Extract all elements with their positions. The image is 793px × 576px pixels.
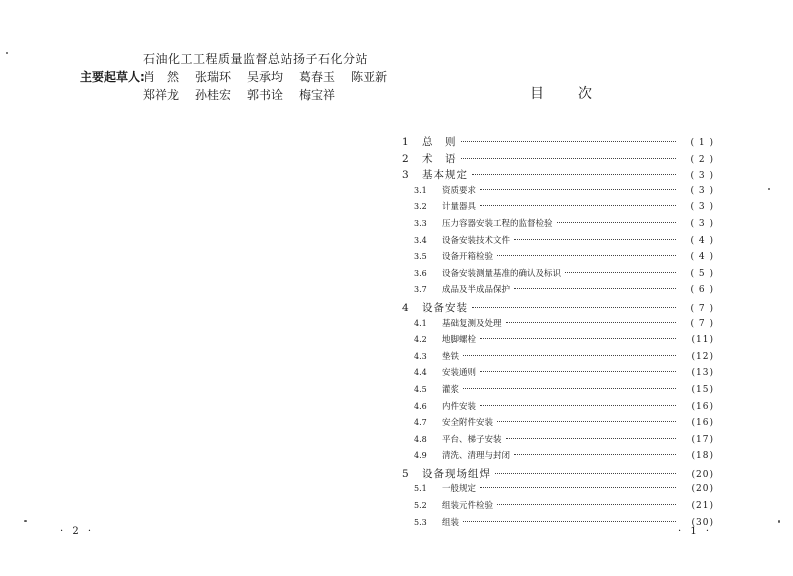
toc-entry-number: 4.4 [414, 368, 427, 378]
toc-entry-page: ( 4 ) [690, 235, 714, 246]
toc-entry-page: ( 6 ) [690, 285, 714, 296]
toc-entry-number: 4.5 [414, 384, 427, 394]
dot-leader [480, 371, 676, 372]
toc-entry-page: (17) [691, 434, 714, 445]
author-name: 郭书诠 [247, 88, 284, 102]
toc-entry-number: 5 [402, 467, 409, 480]
toc-entry-number: 4 [402, 301, 409, 314]
author-name: 张瑞环 [195, 70, 232, 84]
table-of-contents [402, 134, 714, 532]
toc-entry [402, 416, 714, 433]
drafting-organization: 石油化工工程质量监督总站扬子石化分站 [143, 52, 369, 66]
toc-entry-title: 组装 [442, 517, 460, 528]
dot-leader [472, 307, 676, 308]
toc-entry-number: 5.3 [414, 517, 427, 527]
toc-entry [402, 499, 714, 516]
dot-leader [497, 255, 676, 256]
toc-entry-number: 5.2 [414, 501, 427, 511]
toc-entry-title: 内件安装 [442, 401, 477, 412]
toc-entry [402, 516, 714, 533]
toc-entry-page: (20) [691, 469, 714, 480]
toc-entry-title: 地脚螺栓 [442, 335, 477, 346]
toc-title: 目次 [530, 86, 626, 102]
dot-leader [506, 322, 676, 323]
toc-entry-title: 一般规定 [442, 484, 477, 495]
toc-entry-page: (16) [691, 418, 714, 429]
toc-entry-page: ( 4 ) [690, 252, 714, 263]
toc-entry-number: 2 [402, 152, 409, 165]
toc-entry-number: 3.5 [414, 252, 427, 262]
toc-entry [402, 333, 714, 350]
page-number-left: · 2 · [60, 526, 95, 537]
author-name: 梅宝祥 [299, 88, 336, 102]
authors-row-1 [143, 68, 387, 85]
toc-entry [402, 217, 714, 234]
dot-leader [506, 438, 676, 439]
toc-entry-number: 3.7 [414, 285, 427, 295]
toc-entry-number: 3.1 [414, 185, 427, 195]
toc-entry-title: 设备安装测量基准的确认及标识 [442, 268, 562, 279]
toc-entry-page: ( 3 ) [690, 185, 714, 196]
toc-entry-title: 安装通则 [442, 368, 477, 379]
toc-entry-title: 清洗、清理与封闭 [442, 451, 511, 462]
author-name: 郑祥龙 [143, 88, 180, 102]
toc-entry-number: 4.1 [414, 318, 427, 328]
toc-entry [402, 449, 714, 466]
dot-leader [472, 174, 676, 175]
toc-entry-page: ( 7 ) [690, 303, 714, 314]
toc-entry-number: 3.6 [414, 268, 427, 278]
toc-entry-title: 成品及半成品保护 [442, 285, 511, 296]
toc-entry-page: (15) [691, 384, 714, 395]
toc-entry-page: ( 5 ) [690, 268, 714, 279]
toc-entry [402, 383, 714, 400]
toc-entry-page: ( 2 ) [690, 154, 714, 165]
toc-entry [402, 134, 714, 151]
toc-entry-number: 3.3 [414, 218, 427, 228]
dot-leader [514, 239, 676, 240]
author-name: 葛春玉 [299, 70, 336, 84]
toc-entry-title: 术 语 [422, 152, 457, 165]
toc-entry-page: (12) [691, 351, 714, 362]
author-name: 肖 然 [143, 70, 180, 84]
scan-speck [778, 520, 780, 523]
dot-leader [565, 272, 676, 273]
toc-entry [402, 234, 714, 251]
dot-leader [514, 288, 676, 289]
dot-leader [495, 473, 676, 474]
toc-entry [402, 366, 714, 383]
toc-entry [402, 317, 714, 334]
toc-entry-number: 5.1 [414, 484, 427, 494]
toc-entry-title: 资质要求 [442, 185, 477, 196]
dot-leader [463, 521, 676, 522]
toc-entry-title: 基本规定 [422, 169, 468, 182]
toc-entry [402, 300, 714, 317]
toc-entry-page: (20) [691, 484, 714, 495]
toc-entry [402, 184, 714, 201]
toc-entry [402, 200, 714, 217]
toc-entry-page: ( 3 ) [690, 218, 714, 229]
left-page [0, 0, 388, 576]
toc-entry-title: 设备安装 [422, 301, 468, 314]
toc-entry [402, 400, 714, 417]
toc-entry [402, 433, 714, 450]
toc-entry-title: 设备开箱检验 [442, 252, 494, 263]
toc-entry [402, 283, 714, 300]
toc-entry [402, 466, 714, 483]
toc-entry-number: 4.6 [414, 401, 427, 411]
right-page [390, 0, 793, 576]
toc-entry-title: 灌浆 [442, 384, 460, 395]
toc-entry-title: 压力容器安装工程的监督检验 [442, 218, 553, 229]
dot-leader [461, 158, 677, 159]
toc-entry [402, 267, 714, 284]
toc-entry [402, 151, 714, 168]
author-name: 陈亚新 [351, 70, 388, 84]
authors-row-2 [143, 86, 335, 103]
scan-speck [6, 52, 8, 54]
toc-entry-title: 安全附件安装 [442, 418, 494, 429]
dot-leader [463, 355, 676, 356]
toc-entry-number: 3 [402, 169, 409, 182]
toc-entry-number: 4.2 [414, 335, 427, 345]
toc-entry-title: 平台、梯子安装 [442, 434, 502, 445]
toc-entry-page: ( 3 ) [690, 171, 714, 182]
toc-entry-number: 4.7 [414, 418, 427, 428]
author-name: 吴承均 [247, 70, 284, 84]
toc-entry-number: 4.3 [414, 351, 427, 361]
toc-entry-title: 基础复测及处理 [442, 318, 502, 329]
toc-entry-page: (11) [691, 335, 714, 346]
toc-entry-title: 总 则 [422, 136, 457, 148]
dot-leader [463, 388, 676, 389]
toc-entry-number: 1 [402, 136, 409, 148]
dot-leader [480, 338, 676, 339]
toc-entry-page: ( 3 ) [690, 202, 714, 213]
toc-entry [402, 482, 714, 499]
dot-leader [480, 405, 676, 406]
author-name: 孙桂宏 [195, 88, 232, 102]
page-number-right: · 1 · [678, 526, 713, 537]
toc-entry-page: (13) [691, 368, 714, 379]
dot-leader [497, 421, 676, 422]
toc-entry-page: (30) [691, 517, 714, 528]
toc-entry-title: 设备安装技术文件 [442, 235, 511, 246]
scan-speck [24, 520, 27, 522]
toc-entry-number: 4.8 [414, 434, 427, 444]
authors-label: 主要起草人: [80, 70, 145, 84]
toc-entry-number: 4.9 [414, 451, 427, 461]
toc-entry-title: 设备现场组焊 [422, 467, 491, 480]
toc-entry-title: 垫铁 [442, 351, 460, 362]
toc-entry [402, 167, 714, 184]
dot-leader [557, 222, 676, 223]
scan-speck [768, 188, 770, 190]
dot-leader [497, 504, 676, 505]
toc-entry-page: ( 1 ) [690, 138, 714, 148]
toc-entry-number: 3.2 [414, 202, 427, 212]
toc-entry-number: 3.4 [414, 235, 427, 245]
toc-entry [402, 250, 714, 267]
toc-entry-page: (18) [691, 451, 714, 462]
dot-leader [461, 141, 677, 142]
dot-leader [480, 189, 676, 190]
toc-entry [402, 350, 714, 367]
toc-entry-page: (16) [691, 401, 714, 412]
toc-entry-title: 组装元件检验 [442, 501, 494, 512]
toc-entry-page: ( 7 ) [690, 318, 714, 329]
dot-leader [480, 487, 676, 488]
toc-entry-title: 计量器具 [442, 202, 477, 213]
dot-leader [514, 454, 676, 455]
toc-entry-page: (21) [691, 501, 714, 512]
dot-leader [480, 205, 676, 206]
